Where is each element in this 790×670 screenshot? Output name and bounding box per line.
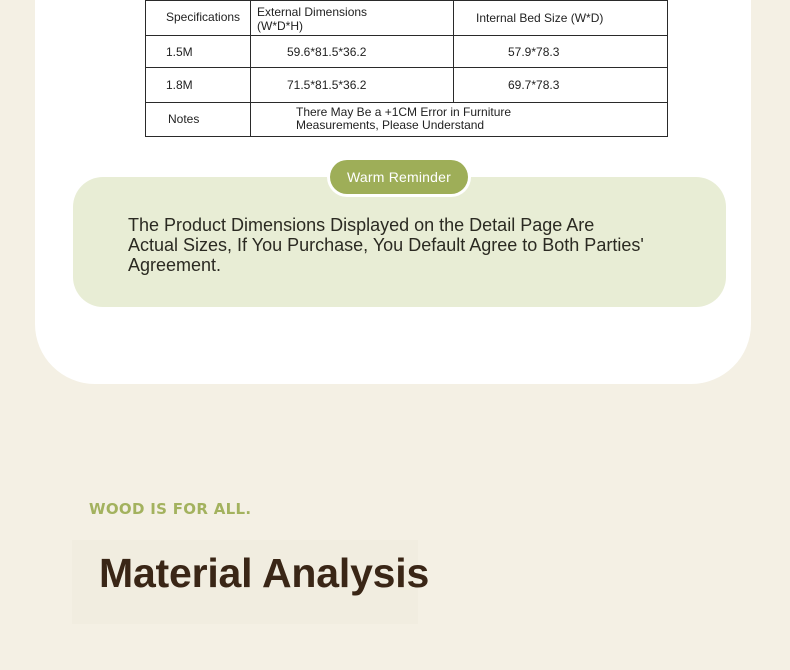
- section-eyebrow: WOOD IS FOR ALL.: [89, 500, 252, 518]
- specifications-table: [145, 0, 668, 137]
- table-row: [146, 36, 668, 68]
- notes-text: There May Be a +1CM Error in Furniture Measurements, Please Understand: [251, 102, 668, 136]
- header-specifications: Specifications: [146, 1, 251, 36]
- table-row-notes: [146, 102, 668, 136]
- cell-internal: 69.7*78.3: [454, 68, 668, 102]
- section-title: Material Analysis: [99, 550, 430, 596]
- cell-external: 59.6*81.5*36.2: [251, 36, 454, 68]
- notes-label: Notes: [146, 102, 251, 136]
- reminder-text: The Product Dimensions Displayed on the Detail Page Are Actual Sizes, If You Purchase, You Default Agree to Both Parties' Agreement.: [128, 215, 644, 275]
- table-header-row: [146, 1, 668, 36]
- cell-external: 71.5*81.5*36.2: [251, 68, 454, 102]
- cell-internal: 57.9*78.3: [454, 36, 668, 68]
- warm-reminder-badge: [327, 157, 471, 197]
- cell-spec: 1.8M: [146, 68, 251, 102]
- warm-reminder-label: Warm Reminder: [330, 160, 468, 194]
- table-row: [146, 68, 668, 102]
- cell-spec: 1.5M: [146, 36, 251, 68]
- header-external-dimensions: External Dimensions (W*D*H): [251, 1, 454, 36]
- header-internal-bed-size: Internal Bed Size (W*D): [454, 1, 668, 36]
